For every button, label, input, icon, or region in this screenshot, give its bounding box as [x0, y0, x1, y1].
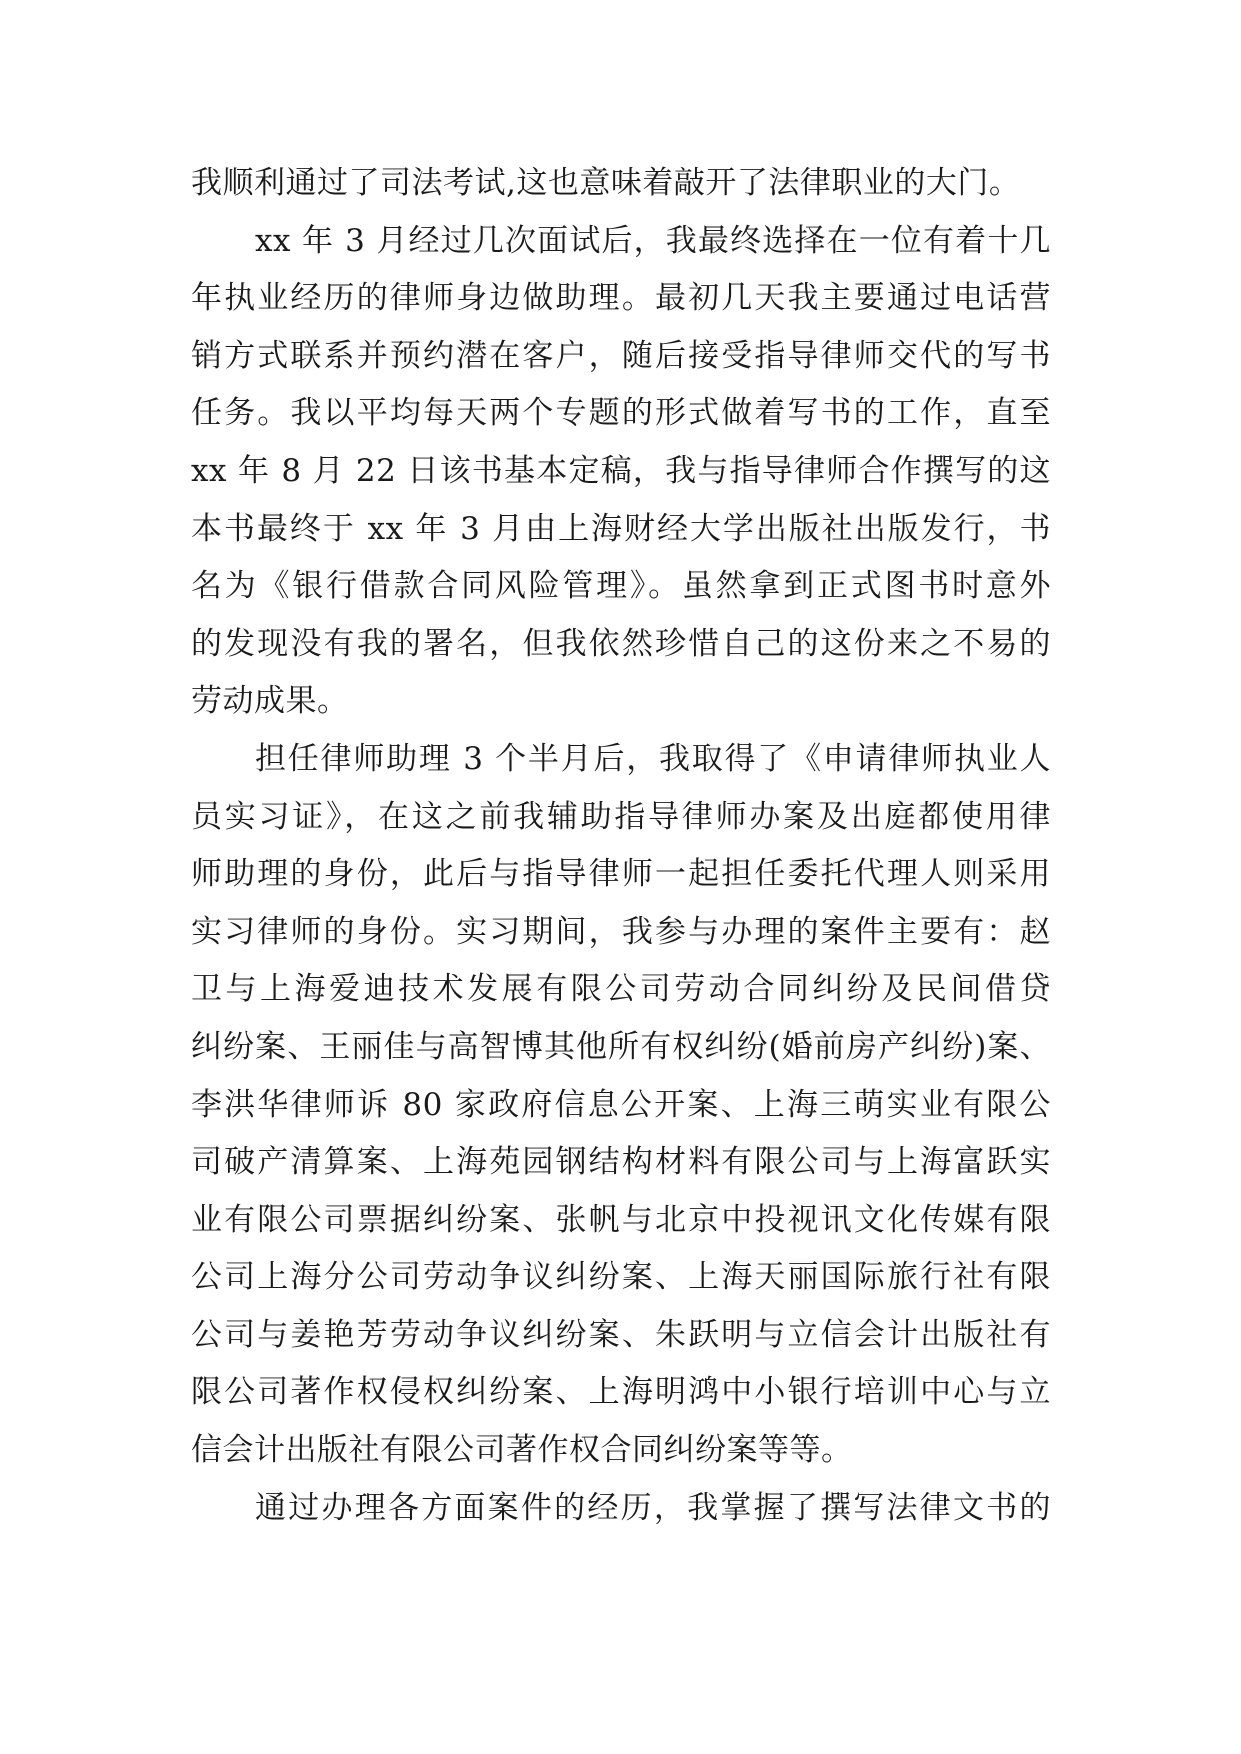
text-line: xx 年 3 月经过几次面试后，我最终选择在一位有着十几 [255, 222, 1051, 259]
text-line: 司破产清算案、上海苑园钢结构材料有限公司与上海富跃实 [191, 1144, 1051, 1181]
text-line: 纠纷案、王丽佳与高智博其他所有权纠纷(婚前房产纠纷)案、 [191, 1028, 1051, 1065]
text-line: 实习律师的身份。实习期间，我参与办理的案件主要有：赵 [191, 913, 1051, 950]
text-line: 限公司著作权侵权纠纷案、上海明鸿中小银行培训中心与立 [191, 1374, 1051, 1411]
document-body [191, 155, 1051, 1537]
text-line: 的发现没有我的署名，但我依然珍惜自己的这份来之不易的 [191, 625, 1051, 662]
text-line: 师助理的身份，此后与指导律师一起担任委托代理人则采用 [191, 856, 1051, 893]
text-line: 员实习证》，在这之前我辅助指导律师办案及出庭都使用律 [191, 798, 1051, 835]
text-line: 名为《银行借款合同风险管理》。虽然拿到正式图书时意外 [191, 568, 1051, 605]
text-line: 担任律师助理 3 个半月后，我取得了《申请律师执业人 [255, 740, 1051, 777]
text-line: 业有限公司票据纠纷案、张帆与北京中投视讯文化传媒有限 [191, 1201, 1051, 1238]
text-line: 信会计出版社有限公司著作权合同纠纷案等等。 [191, 1432, 853, 1469]
text-line: 销方式联系并预约潜在客户，随后接受指导律师交代的写书 [191, 337, 1051, 374]
text-line: 李洪华律师诉 80 家政府信息公开案、上海三萌实业有限公 [191, 1086, 1051, 1123]
text-line: 通过办理各方面案件的经历，我掌握了撰写法律文书的 [255, 1489, 1051, 1526]
text-line: 本书最终于 xx 年 3 月由上海财经大学出版社出版发行，书 [191, 510, 1051, 547]
text-line: 公司上海分公司劳动争议纠纷案、上海天丽国际旅行社有限 [191, 1259, 1051, 1296]
text-line: xx 年 8 月 22 日该书基本定稿，我与指导律师合作撰写的这 [191, 452, 1051, 489]
text-line: 卫与上海爱迪技术发展有限公司劳动合同纠纷及民间借贷 [191, 971, 1051, 1008]
text-line: 我顺利通过了司法考试,这也意味着敲开了法律职业的大门。 [191, 165, 1021, 201]
text-line: 劳动成果。 [191, 683, 349, 720]
text-line: 年执业经历的律师身边做助理。最初几天我主要通过电话营 [191, 280, 1051, 317]
text-line: 任务。我以平均每天两个专题的形式做着写书的工作，直至 [191, 395, 1051, 432]
text-line: 公司与姜艳芳劳动争议纠纷案、朱跃明与立信会计出版社有 [191, 1316, 1051, 1353]
